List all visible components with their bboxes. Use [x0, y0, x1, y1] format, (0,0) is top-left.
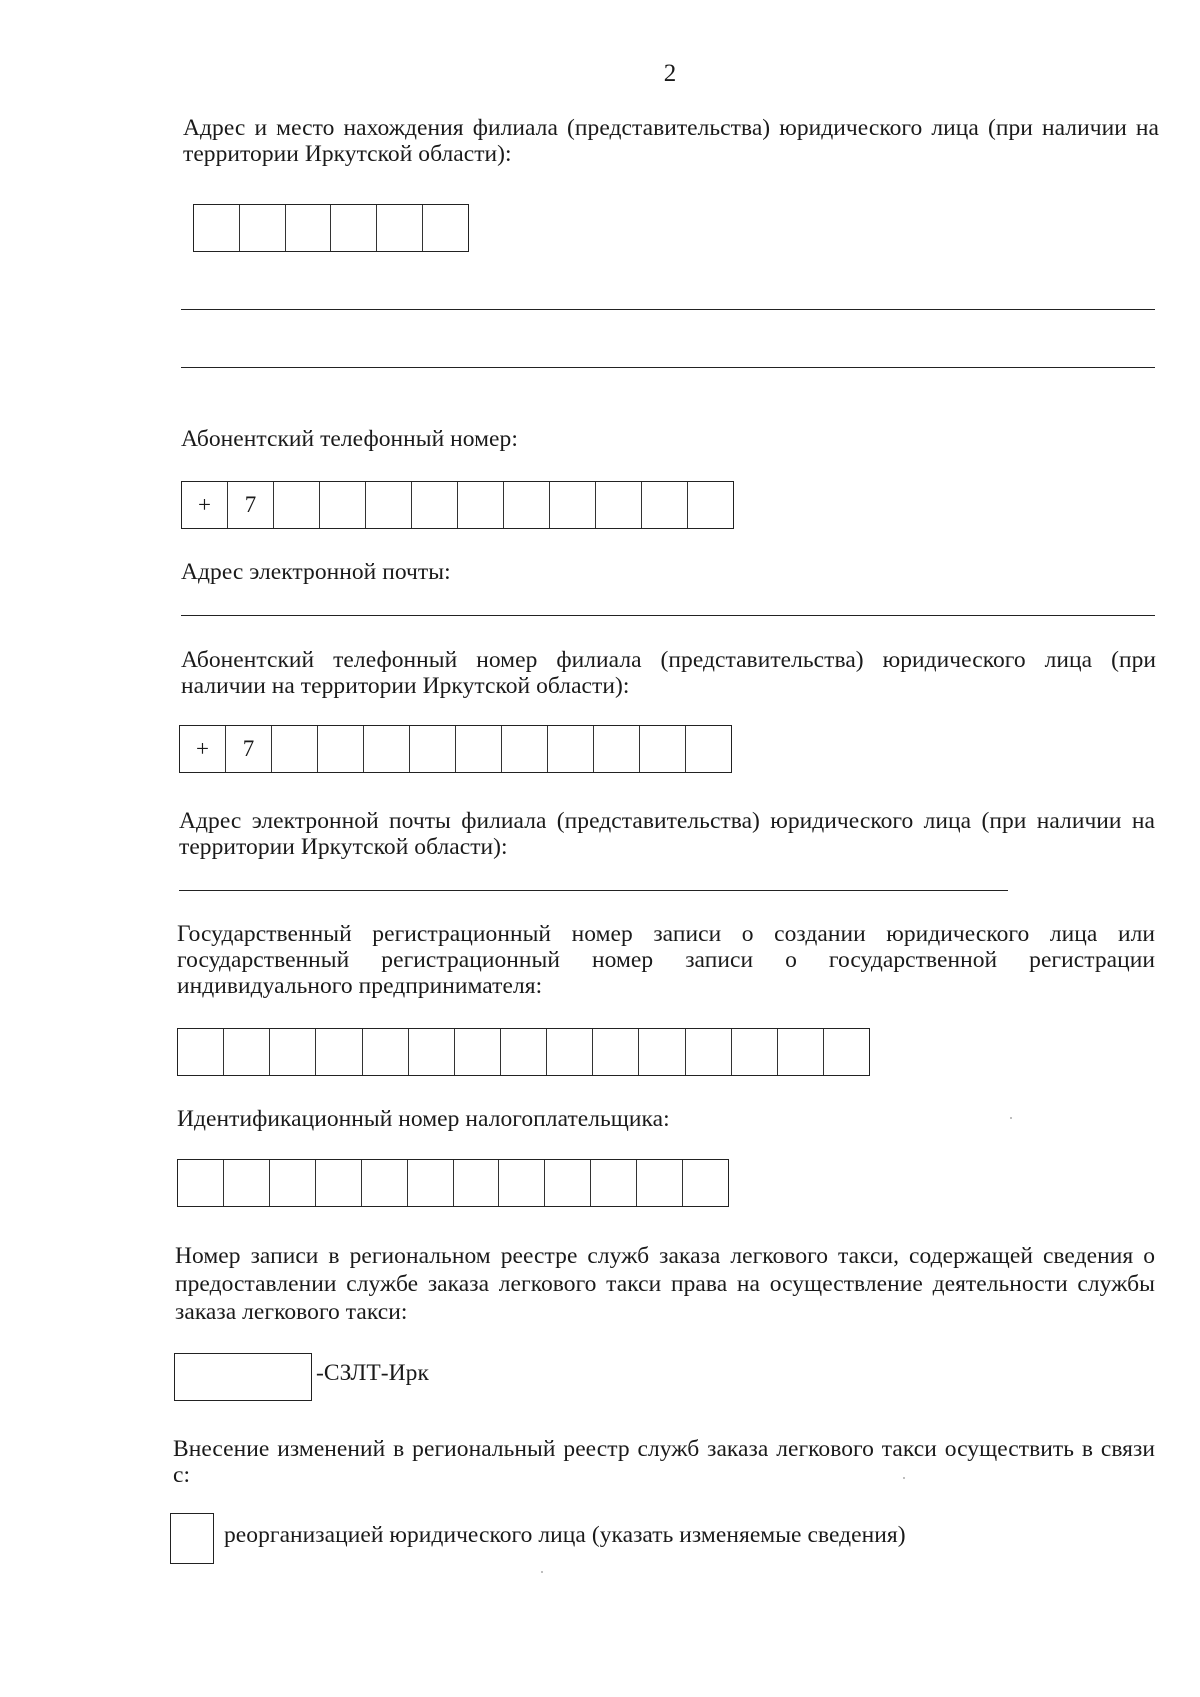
inn-cell[interactable]	[545, 1160, 591, 1206]
branch-email-label-line2: территории Иркутской области):	[179, 834, 508, 860]
branch-phone-cells[interactable]	[179, 725, 732, 773]
postal-code-cells[interactable]	[193, 204, 469, 252]
registry-record-number-input[interactable]	[174, 1353, 312, 1401]
inn-cell[interactable]	[224, 1160, 270, 1206]
phone-cell[interactable]: 7	[228, 482, 274, 528]
scan-speck	[1010, 1117, 1012, 1119]
inn-cell[interactable]	[454, 1160, 500, 1206]
phone-cell[interactable]: +	[182, 482, 228, 528]
phone-cell[interactable]	[458, 482, 504, 528]
registration-number-cells[interactable]	[177, 1028, 870, 1076]
registration-number-cell[interactable]	[732, 1029, 778, 1075]
branch-phone-cell[interactable]	[686, 726, 731, 772]
registration-number-cell[interactable]	[639, 1029, 685, 1075]
inn-cell[interactable]	[362, 1160, 408, 1206]
phone-label: Абонентский телефонный номер:	[181, 426, 518, 452]
registration-number-cell[interactable]	[316, 1029, 362, 1075]
branch-phone-cell[interactable]	[272, 726, 318, 772]
phone-cell[interactable]	[550, 482, 596, 528]
phone-cell[interactable]	[504, 482, 550, 528]
branch-address-line-1[interactable]	[181, 309, 1155, 310]
branch-phone-cell[interactable]	[318, 726, 364, 772]
postal-code-cell[interactable]	[331, 205, 377, 251]
postal-code-cell[interactable]	[240, 205, 286, 251]
registry-record-label-line3: заказа легкового такси:	[175, 1299, 408, 1325]
inn-cell[interactable]	[316, 1160, 362, 1206]
registration-number-cell[interactable]	[547, 1029, 593, 1075]
scan-speck	[903, 1477, 905, 1479]
inn-cell[interactable]	[270, 1160, 316, 1206]
email-label: Адрес электронной почты:	[181, 559, 451, 585]
branch-phone-cell[interactable]	[502, 726, 548, 772]
registration-number-cell[interactable]	[455, 1029, 501, 1075]
registration-number-cell[interactable]	[593, 1029, 639, 1075]
postal-code-cell[interactable]	[377, 205, 423, 251]
branch-phone-cell[interactable]	[548, 726, 594, 772]
inn-cells[interactable]	[177, 1159, 729, 1207]
registration-number-cell[interactable]	[501, 1029, 547, 1075]
branch-phone-cell[interactable]	[456, 726, 502, 772]
registry-record-suffix: -СЗЛТ-Ирк	[316, 1360, 429, 1386]
phone-cell[interactable]	[366, 482, 412, 528]
phone-cell[interactable]	[596, 482, 642, 528]
phone-cell[interactable]	[412, 482, 458, 528]
registration-number-cell[interactable]	[409, 1029, 455, 1075]
registry-record-label-line1: Номер записи в региональном реестре служб заказа легкового такси, содержащей сведения о	[175, 1243, 1155, 1269]
registration-number-cell[interactable]	[178, 1029, 224, 1075]
registration-number-cell[interactable]	[363, 1029, 409, 1075]
inn-cell[interactable]	[637, 1160, 683, 1206]
branch-email-line[interactable]	[179, 890, 1008, 891]
branch-address-line-2[interactable]	[181, 367, 1155, 368]
inn-cell[interactable]	[499, 1160, 545, 1206]
inn-cell[interactable]	[178, 1160, 224, 1206]
email-line[interactable]	[181, 615, 1155, 616]
scan-speck	[541, 1571, 543, 1573]
branch-email-label-line1: Адрес электронной почты филиала (представительства) юридического лица (при наличии на	[179, 808, 1155, 834]
page-number: 2	[663, 60, 677, 87]
branch-phone-label-line1: Абонентский телефонный номер филиала (представительства) юридического лица (при	[181, 647, 1156, 673]
postal-code-cell[interactable]	[286, 205, 332, 251]
registration-label-line3: индивидуального предпринимателя:	[177, 973, 543, 999]
registration-number-cell[interactable]	[824, 1029, 869, 1075]
inn-cell[interactable]	[591, 1160, 637, 1206]
changes-label-line2: с:	[173, 1462, 191, 1488]
registration-number-cell[interactable]	[224, 1029, 270, 1075]
phone-cell[interactable]	[320, 482, 366, 528]
phone-cell[interactable]	[688, 482, 733, 528]
reorganization-option-label: реорганизацией юридического лица (указать изменяемые сведения)	[224, 1522, 906, 1548]
branch-phone-cell[interactable]	[640, 726, 686, 772]
phone-cells[interactable]	[181, 481, 734, 529]
registry-record-label-line2: предоставлении службе заказа легкового такси права на осуществление деятельности службы	[175, 1271, 1155, 1297]
phone-cell[interactable]	[642, 482, 688, 528]
registration-number-cell[interactable]	[270, 1029, 316, 1075]
postal-code-cell[interactable]	[423, 205, 468, 251]
branch-phone-cell[interactable]	[364, 726, 410, 772]
registration-label-line1: Государственный регистрационный номер записи о создании юридического лица или	[177, 921, 1155, 947]
changes-label-line1: Внесение изменений в региональный реестр служб заказа легкового такси осуществить в связи	[173, 1436, 1155, 1462]
branch-phone-label-line2: наличии на территории Иркутской области):	[181, 673, 630, 699]
branch-phone-cell[interactable]	[594, 726, 640, 772]
inn-cell[interactable]	[683, 1160, 728, 1206]
registration-number-cell[interactable]	[778, 1029, 824, 1075]
registration-number-cell[interactable]	[686, 1029, 732, 1075]
branch-phone-cell[interactable]	[410, 726, 456, 772]
postal-code-cell[interactable]	[194, 205, 240, 251]
phone-cell[interactable]	[274, 482, 320, 528]
branch-address-label-line2: территории Иркутской области):	[183, 141, 512, 167]
branch-address-label-line1: Адрес и место нахождения филиала (представительства) юридического лица (при наличии на	[183, 115, 1159, 141]
branch-phone-cell[interactable]: +	[180, 726, 226, 772]
inn-label: Идентификационный номер налогоплательщика:	[177, 1106, 670, 1132]
reorganization-checkbox[interactable]	[170, 1513, 214, 1564]
branch-phone-cell[interactable]: 7	[226, 726, 272, 772]
registration-label-line2: государственный регистрационный номер записи о государственной регистрации	[177, 947, 1155, 973]
inn-cell[interactable]	[408, 1160, 454, 1206]
